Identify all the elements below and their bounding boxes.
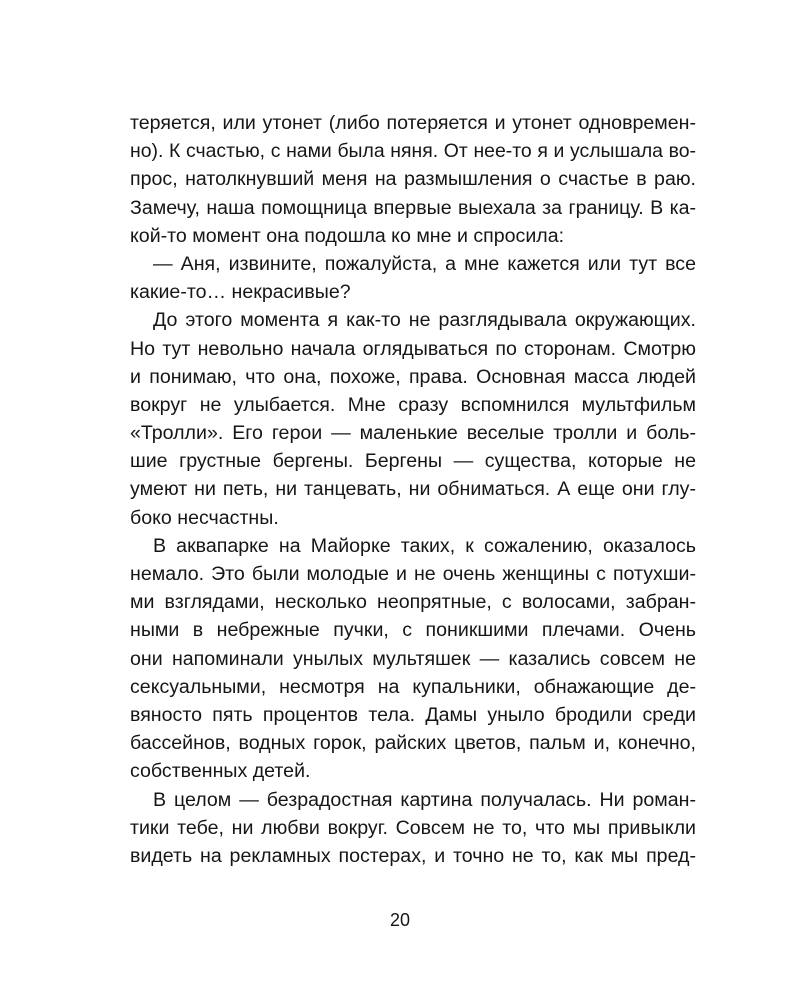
text-line: немало. Это были молодые и не очень женщины с потухши- bbox=[130, 563, 696, 585]
text-line: ными в небрежные пучки, с поникшими плечами. Очень bbox=[130, 619, 696, 642]
text-line: До этого момента я как-то не разглядывала окружающих. bbox=[153, 309, 696, 332]
text-line: какие-то… некрасивые? bbox=[130, 281, 351, 304]
text-line: В целом — безрадостная картина получалась. Ни роман- bbox=[153, 788, 696, 811]
text-line: ми взглядами, несколько неопрятные, с волосами, забран- bbox=[130, 591, 696, 614]
text-line: умеют ни петь, ни танцевать, ни обниматься. А еще они глу- bbox=[130, 478, 696, 501]
text-line: кой-то момент она подошла ко мне и спросила: bbox=[130, 224, 565, 247]
text-line: шие грустные бергены. Бергены — существа, которые не bbox=[130, 450, 696, 473]
text-line: бассейнов, водных горок, райских цветов, пальм и, конечно, bbox=[130, 732, 696, 755]
text-line: Но тут невольно начала оглядываться по сторонам. Смотрю bbox=[130, 337, 696, 360]
text-line: Замечу, наша помощница впервые выехала за границу. В ка- bbox=[130, 196, 696, 219]
text-line: В аквапарке на Майорке таких, к сожалению, оказалось bbox=[153, 534, 696, 557]
text-line: видеть на рекламных постерах, и точно не то, как мы пред- bbox=[130, 844, 696, 867]
text-line: тики тебе, ни любви вокруг. Совсем не то, что мы привыкли bbox=[130, 816, 696, 839]
text-line: теряется, или утонет (либо потеряется и утонет одновремен- bbox=[130, 112, 696, 134]
text-line: вокруг не улыбается. Мне сразу вспомнился мультфильм bbox=[130, 393, 696, 416]
text-line: но). К счастью, с нами была няня. От нее-то я и услышала во- bbox=[130, 140, 696, 163]
text-line: и понимаю, что она, похоже, права. Основная масса людей bbox=[130, 365, 696, 388]
text-line: боко несчастны. bbox=[130, 506, 279, 529]
text-line: собственных детей. bbox=[130, 760, 311, 783]
text-line: они напоминали унылых мультяшек — казались совсем не bbox=[130, 647, 696, 670]
text-line: — Аня, извините, пожалуйста, а мне кажется или тут все bbox=[153, 252, 696, 275]
text-line: прос, натолкнувший меня на размышления о счастье в раю. bbox=[130, 168, 696, 191]
page-number: 20 bbox=[389, 910, 411, 930]
text-line: сексуальными, несмотря на купальники, обнажающие де- bbox=[130, 675, 696, 698]
text-line: «Тролли». Его герои — маленькие веселые тролли и боль- bbox=[130, 422, 696, 445]
body-text bbox=[130, 109, 696, 870]
text-line: вяносто пять процентов тела. Дамы уныло бродили среди bbox=[130, 703, 696, 726]
